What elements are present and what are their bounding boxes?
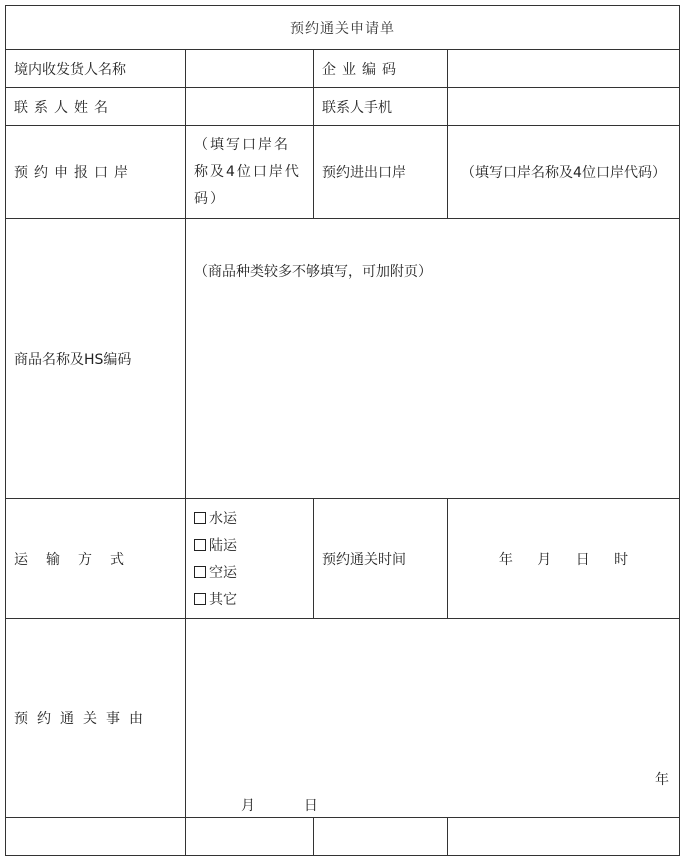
transport-label: 运输方式 xyxy=(6,499,186,619)
reason-month-day xyxy=(241,795,318,815)
company-code-label: 企业编码 xyxy=(314,50,448,88)
io-port-field[interactable]: （填写口岸名称及4位口岸代码） xyxy=(448,126,680,219)
transport-row xyxy=(6,499,680,619)
reason-month: 月 xyxy=(241,798,255,814)
contact-name-field[interactable] xyxy=(186,88,314,126)
transport-options xyxy=(186,499,314,619)
blank-cell[interactable] xyxy=(448,818,680,856)
company-code-field[interactable] xyxy=(448,50,680,88)
consignee-field[interactable] xyxy=(186,50,314,88)
goods-label: 商品名称及HS编码 xyxy=(6,219,186,499)
reason-field[interactable] xyxy=(186,619,680,818)
declare-port-label: 预约申报口岸 xyxy=(6,126,186,219)
month-unit: 月 xyxy=(537,551,552,568)
declare-port-field[interactable]: （填写口岸名称及4位口岸代码） xyxy=(186,126,314,219)
contact-phone-field[interactable] xyxy=(448,88,680,126)
goods-field[interactable]: （商品种类较多不够填写，可加附页） xyxy=(186,219,680,499)
day-unit: 日 xyxy=(575,551,590,568)
blank-cell[interactable] xyxy=(186,818,314,856)
transport-option-water[interactable] xyxy=(194,505,305,532)
blank-cell[interactable] xyxy=(6,818,186,856)
clearance-time-label: 预约通关时间 xyxy=(314,499,448,619)
checkbox-icon[interactable] xyxy=(194,512,206,524)
transport-option-land[interactable] xyxy=(194,532,305,559)
form-title: 预约通关申请单 xyxy=(6,6,680,50)
option-label: 其它 xyxy=(209,592,237,608)
reason-row xyxy=(6,619,680,818)
consignee-label: 境内收发货人名称 xyxy=(6,50,186,88)
consignee-row xyxy=(6,50,680,88)
reason-year: 年 xyxy=(655,772,669,788)
option-label: 水运 xyxy=(209,511,237,527)
clearance-application-form xyxy=(5,5,679,856)
option-label: 空运 xyxy=(209,565,237,581)
transport-option-air[interactable] xyxy=(194,559,305,586)
transport-option-other[interactable] xyxy=(194,586,305,613)
form-table xyxy=(5,5,680,856)
blank-row xyxy=(6,818,680,856)
checkbox-icon[interactable] xyxy=(194,566,206,578)
port-row xyxy=(6,126,680,219)
title-row xyxy=(6,6,680,50)
checkbox-icon[interactable] xyxy=(194,593,206,605)
goods-row xyxy=(6,219,680,499)
contact-phone-label: 联系人手机 xyxy=(314,88,448,126)
year-unit: 年 xyxy=(498,551,513,568)
clearance-time-field[interactable] xyxy=(448,499,680,619)
reason-label: 预约通关事由 xyxy=(6,619,186,818)
checkbox-icon[interactable] xyxy=(194,539,206,551)
hour-unit: 时 xyxy=(614,551,629,568)
transport-option-list xyxy=(194,505,305,613)
reason-day: 日 xyxy=(303,798,318,814)
contact-row xyxy=(6,88,680,126)
contact-name-label: 联系人姓名 xyxy=(6,88,186,126)
blank-cell[interactable] xyxy=(314,818,448,856)
option-label: 陆运 xyxy=(209,538,237,554)
io-port-label: 预约进出口岸 xyxy=(314,126,448,219)
